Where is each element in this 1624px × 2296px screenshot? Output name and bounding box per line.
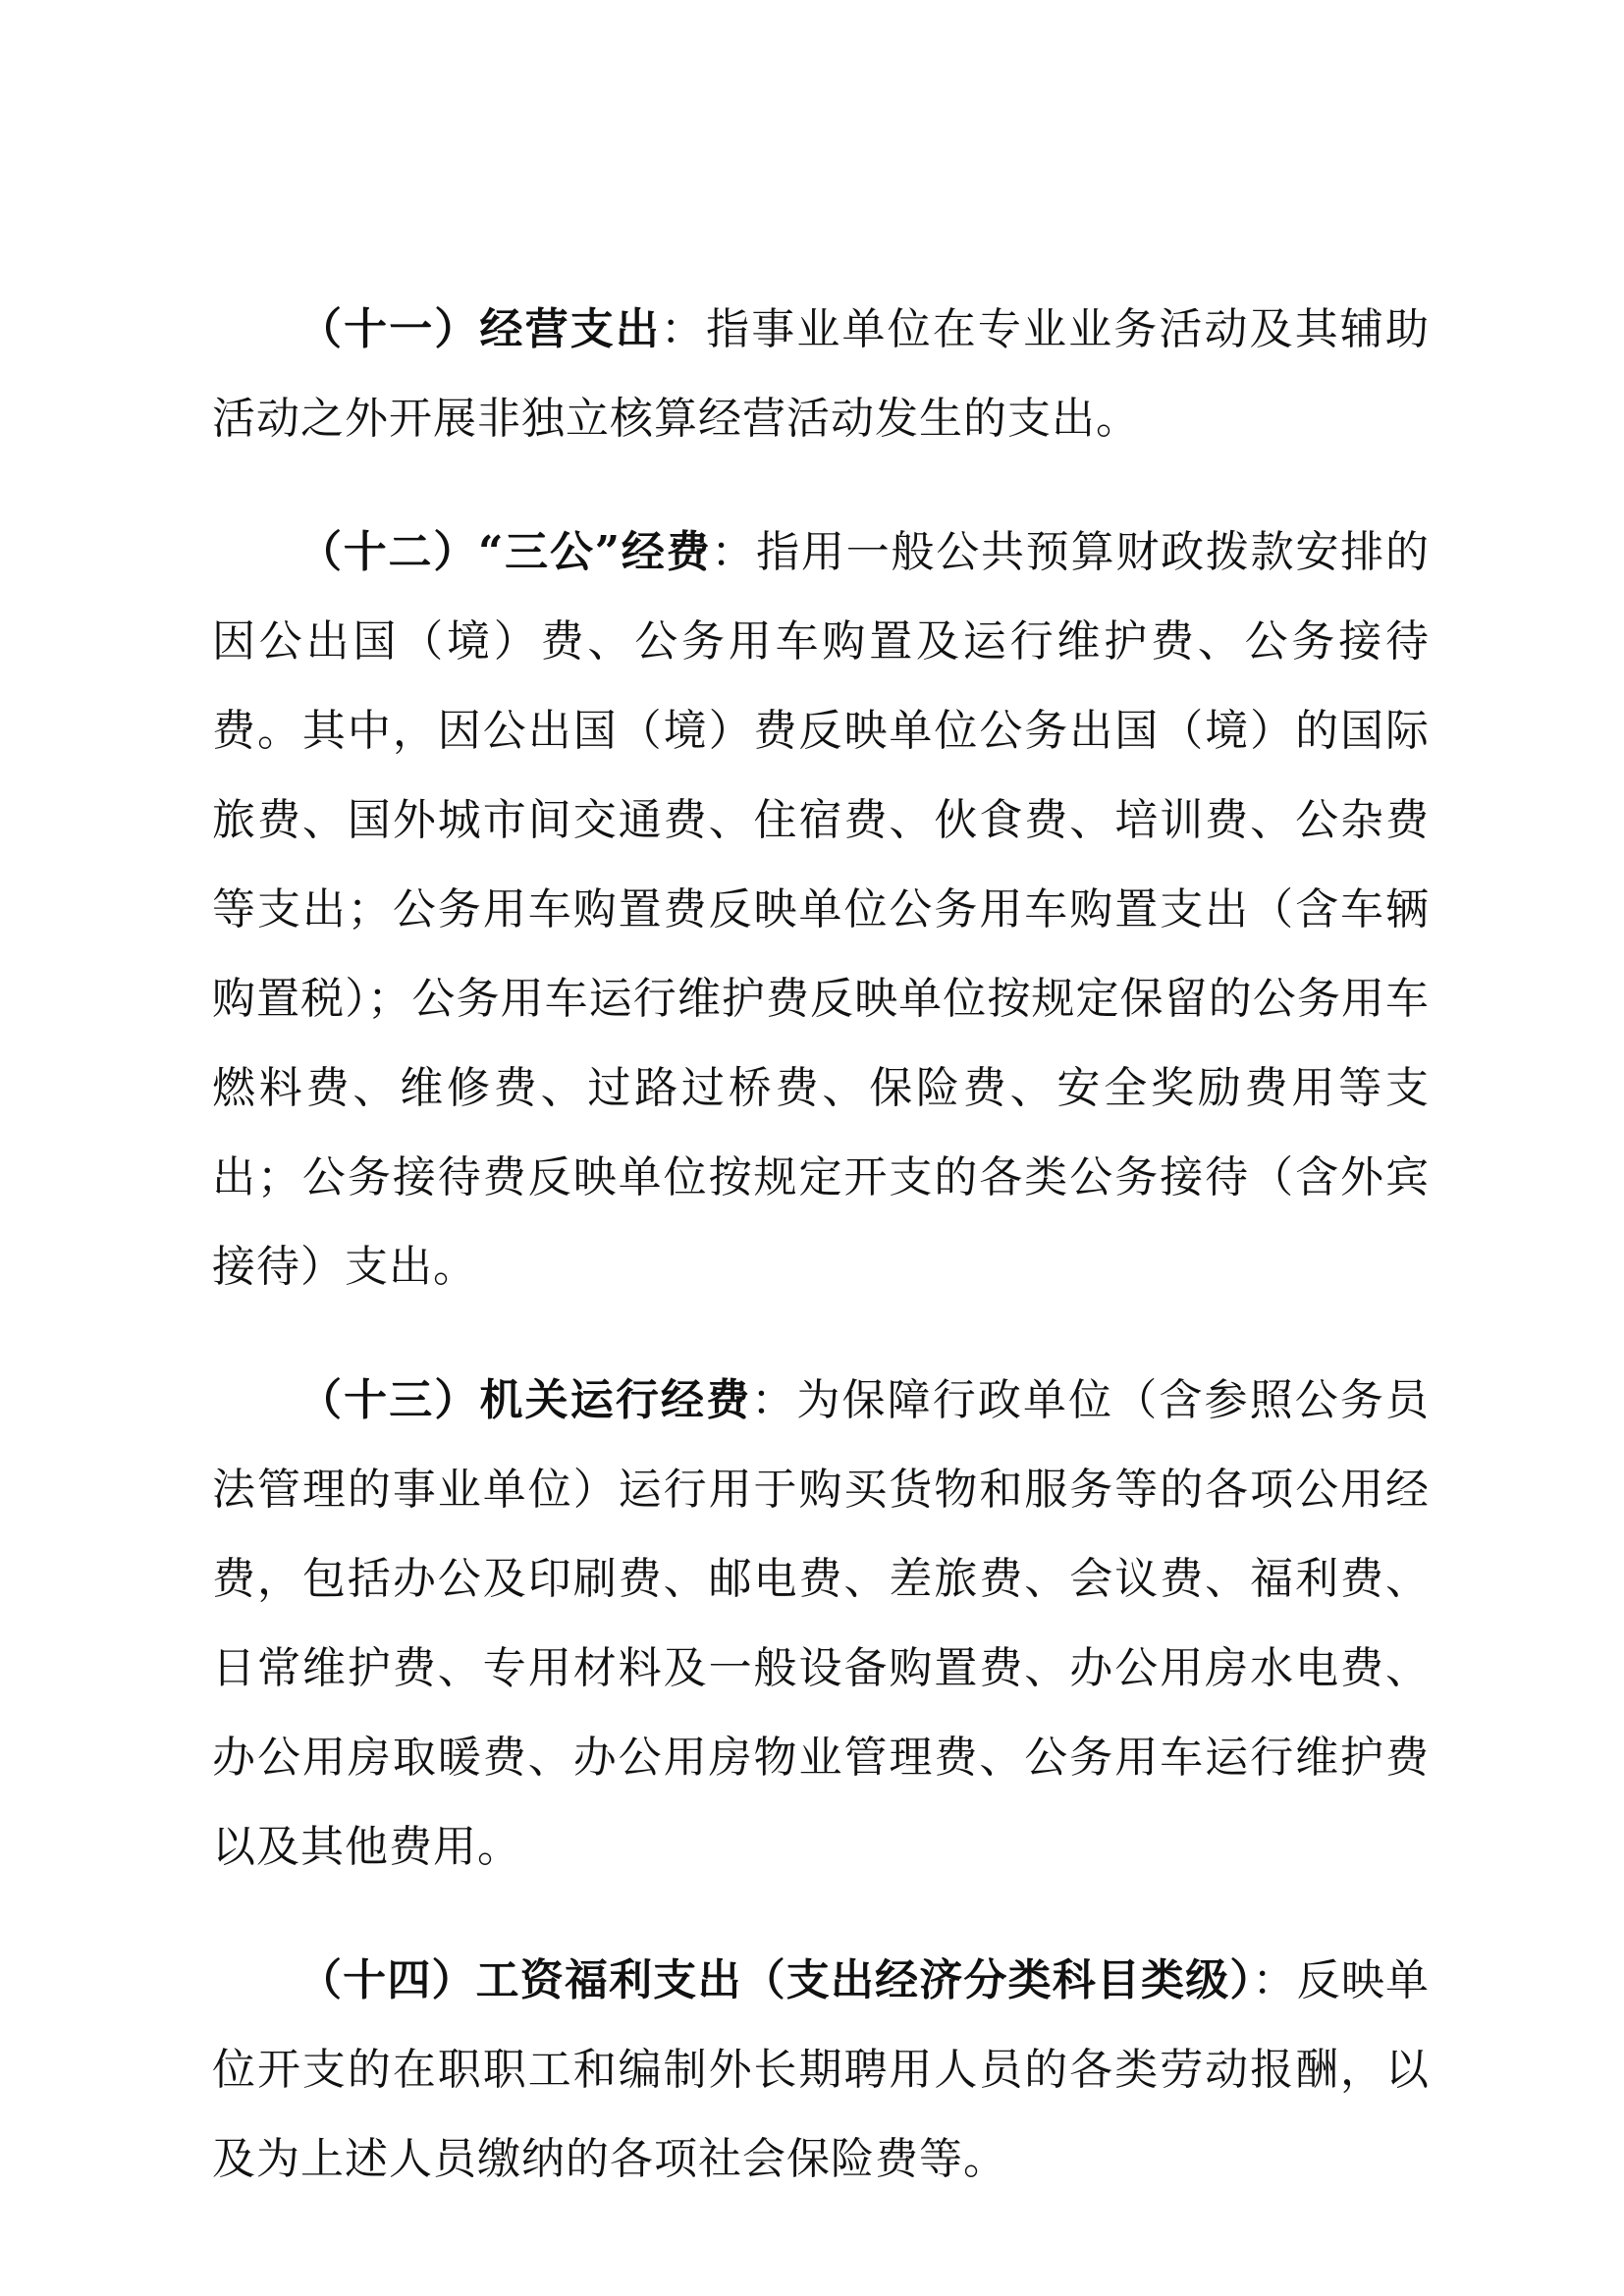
paragraph-wages-welfare-expenditure xyxy=(212,1936,1430,2204)
term-three-public-expenses: （十二）“三公”经费 xyxy=(298,527,712,577)
definition-three-public-expenses: ：指用一般公共预算财政拨款安排的因公出国（境）费、公务用车购置及运行维护费、公务接待费。其中，因公出国（境）费反映单位公务出国（境）的国际旅费、国外城市间交通费、住宿费、伙食费、培训费、公杂费等支出；公务用车购置费反映单位公务用车购置支出（含车辆购置税）；公务用车运行维护费反映单位按规定保留的公务用车燃料费、维修费、过路过桥费、保险费、安全奖励费用等支出；公务接待费反映单位按规定开支的各类公务接待（含外宾接待）支出。 xyxy=(212,527,1430,1292)
paragraph-operating-expenditure xyxy=(212,285,1430,463)
term-agency-operating-funds: （十三）机关运行经费 xyxy=(298,1375,752,1425)
paragraph-agency-operating-funds xyxy=(212,1356,1430,1892)
document-body xyxy=(212,285,1430,2204)
term-operating-expenditure: （十一）经营支出 xyxy=(298,304,661,354)
term-wages-welfare-expenditure: （十四）工资福利支出（支出经济分类科目类级） xyxy=(298,1955,1253,2005)
definition-operating-expenditure: ：指事业单位在专业业务活动及其辅助活动之外开展非独立核算经营活动发生的支出。 xyxy=(212,304,1430,444)
definition-agency-operating-funds: ：为保障行政单位（含参照公务员法管理的事业单位）运行用于购买货物和服务等的各项公用经费，包括办公及印刷费、邮电费、差旅费、会议费、福利费、日常维护费、专用材料及一般设备购置费、办公用房水电费、办公用房取暖费、办公用房物业管理费、公务用车运行维护费以及其他费用。 xyxy=(212,1375,1430,1872)
definition-wages-welfare-expenditure: ：反映单位开支的在职职工和编制外长期聘用人员的各类劳动报酬，以及为上述人员缴纳的各项社会保险费等。 xyxy=(212,1955,1431,2184)
paragraph-three-public-expenses xyxy=(212,507,1430,1311)
